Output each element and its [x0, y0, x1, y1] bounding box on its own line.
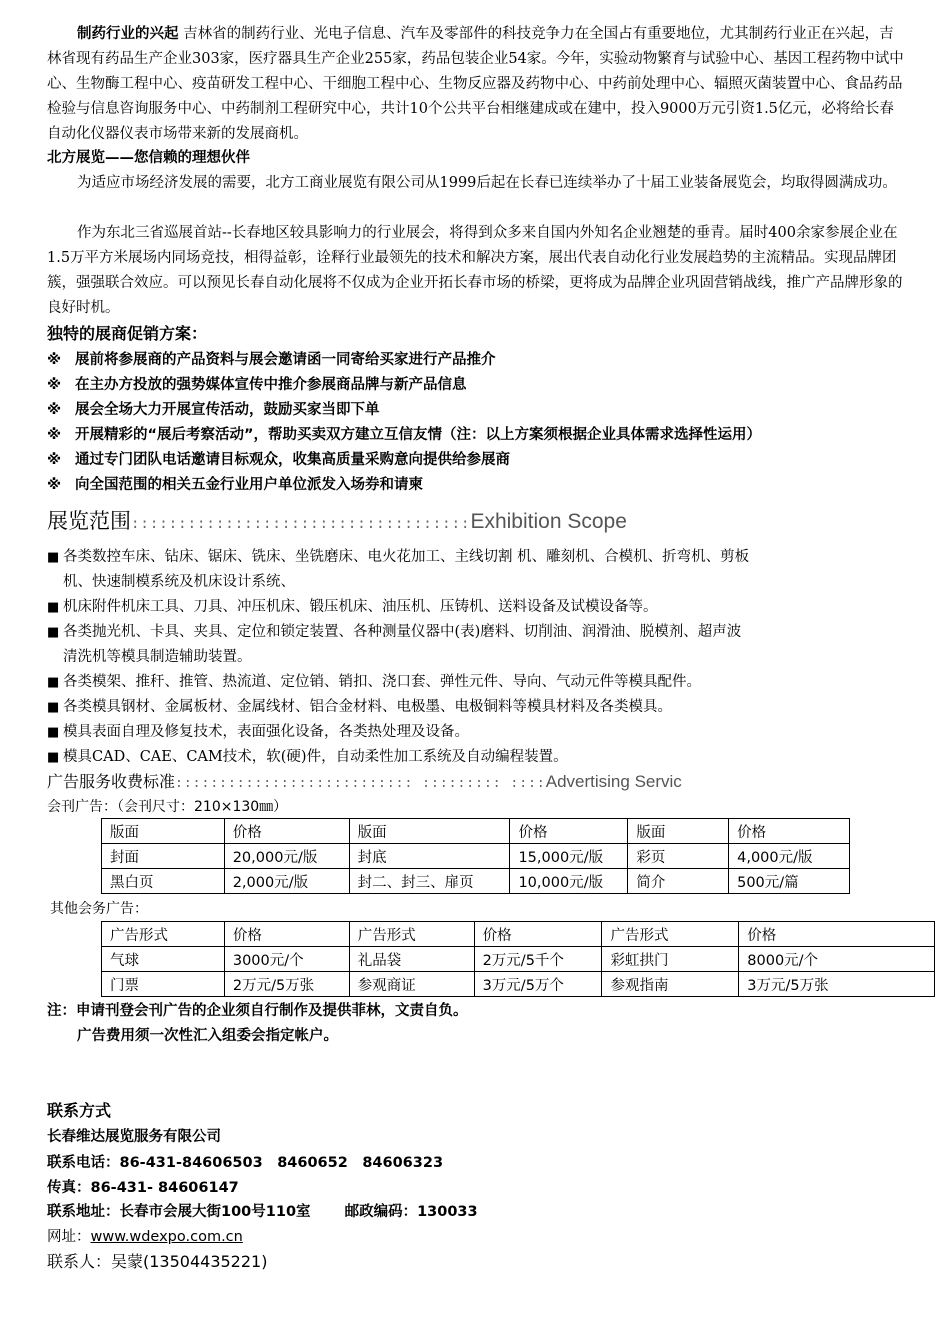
reference-mark-icon: ※: [47, 402, 62, 418]
table-row: [102, 972, 935, 997]
table-row: [102, 819, 850, 844]
square-bullet-icon: ■: [47, 750, 60, 765]
table-cell: 3万元/5万个: [474, 972, 602, 997]
table-cell: 价格: [474, 922, 602, 947]
journal-ad-table: [101, 818, 850, 894]
table-cell: 参观商证: [349, 972, 474, 997]
table-row: [102, 947, 935, 972]
north-title: 北方展览——您信赖的理想伙伴: [47, 150, 250, 166]
intro-paragraph: [47, 22, 907, 147]
scope-title-en: Exhibition Scope: [470, 510, 627, 533]
scope-item: ■ 各类数控车床、钻床、锯床、铣床、坐铣磨床、电火花加工、主线切割 机、雕刻机、合模机、折弯机、剪板 机、快速制模系统及机床设计系统、: [47, 545, 912, 595]
ads-title-en: Advertising Servic: [545, 772, 682, 791]
table-cell: 封面: [102, 844, 225, 869]
table-cell: 广告形式: [102, 922, 225, 947]
other-ad-label: 其他会务广告：: [50, 901, 148, 917]
scope-dots: ::::::::::::::::::::::::::::::::::::: [131, 516, 471, 532]
table-cell: 参观指南: [602, 972, 739, 997]
table-cell: 2万元/5万张: [224, 972, 349, 997]
table-row: [102, 844, 850, 869]
other-ad-table: [101, 921, 935, 997]
square-bullet-icon: ■: [47, 550, 60, 565]
intro-lead-title: 制药行业的兴起: [77, 26, 179, 42]
north-paragraph-1: 为适应市场经济发展的需要，北方工商业展览有限公司从1999后起在长春已连续举办了十届工业装备展览会，均取得圆满成功。: [77, 175, 897, 191]
journal-ad-label: 会刊广告：（会刊尺寸：210×130㎜）: [47, 799, 288, 815]
square-bullet-icon: ■: [47, 625, 60, 640]
table-cell: 价格: [224, 819, 349, 844]
table-cell: 2,000元/版: [224, 869, 349, 894]
scope-item: ■ 模具CAD、CAE、CAM技术，软(硬)件，自动柔性加工系统及自动编程装置。: [47, 745, 912, 770]
contact-fax: 传真：86-431- 84606147: [47, 1180, 239, 1196]
promo-title: 独特的展商促销方案：: [47, 324, 208, 343]
table-cell: 10,000元/版: [510, 869, 628, 894]
scope-title-row: [47, 505, 627, 535]
scope-item: ■ 模具表面自理及修复技术，表面强化设备，各类热处理及设备。: [47, 720, 912, 745]
contact-website-label: 网址：: [47, 1229, 91, 1245]
promo-item: ※ 通过专门团队电话邀请目标观众，收集高质量采购意向提供给参展商: [47, 452, 510, 468]
table-row: [102, 922, 935, 947]
table-row: [102, 869, 850, 894]
square-bullet-icon: ■: [47, 675, 60, 690]
table-cell: 版面: [349, 819, 510, 844]
table-cell: 版面: [628, 819, 729, 844]
reference-mark-icon: ※: [47, 377, 62, 393]
table-cell: 4,000元/版: [729, 844, 850, 869]
scope-item: ■ 各类模架、推秆、推管、热流道、定位销、销扣、浇口套、弹性元件、导向、气动元件等模具配件。: [47, 670, 912, 695]
reference-mark-icon: ※: [47, 427, 62, 443]
table-cell: 简介: [628, 869, 729, 894]
promo-item: ※ 开展精彩的“展后考察活动”，帮助买卖双方建立互信友情（注：以上方案须根据企业具体需求选择性运用）: [47, 427, 762, 443]
scope-item: ■ 各类抛光机、卡具、夹具、定位和锁定装置、各种测量仪器中(表)磨料、切削油、润滑油、脱模剂、超声波 清洗机等模具制造辅助装置。: [47, 620, 912, 670]
table-cell: 3000元/个: [224, 947, 349, 972]
contact-title: 联系方式: [47, 1101, 112, 1120]
promo-item: ※ 展会全场大力开展宣传活动，鼓励买家当即下单: [47, 402, 380, 418]
square-bullet-icon: ■: [47, 700, 60, 715]
ads-title-row: [47, 769, 682, 792]
promo-item: ※ 展前将参展商的产品资料与展会邀请函一同寄给买家进行产品推介: [47, 352, 496, 368]
table-cell: 礼品袋: [349, 947, 474, 972]
ads-dots: ::::::::::::::::::::::::::: ::::::::: ::::: [175, 776, 546, 791]
reference-mark-icon: ※: [47, 352, 62, 368]
table-cell: 价格: [729, 819, 850, 844]
table-cell: 门票: [102, 972, 225, 997]
table-cell: 广告形式: [602, 922, 739, 947]
contact-phone: 联系电话：86-431-84606503 8460652 84606323: [47, 1155, 444, 1171]
table-cell: 3万元/5万张: [739, 972, 935, 997]
scope-title: 展览范围: [47, 509, 131, 533]
table-cell: 彩虹拱门: [602, 947, 739, 972]
table-cell: 8000元/个: [739, 947, 935, 972]
table-cell: 气球: [102, 947, 225, 972]
ads-note-1: 注：申请刊登会刊广告的企业须自行制作及提供菲林，文责自负。: [47, 1003, 468, 1019]
table-cell: 2万元/5千个: [474, 947, 602, 972]
promo-item: ※ 在主办方投放的强势媒体宣传中推介参展商品牌与新产品信息: [47, 377, 467, 393]
ads-note-2: 广告费用须一次性汇入组委会指定帐户。: [77, 1028, 338, 1044]
intro-lead-text: 吉林省的制药行业、光电子信息、汽车及零部件的科技竞争力在全国占有重要地位，尤其制药行业正在兴起，吉林省现有药品生产企业303家，医疗器具生产企业255家，药品包装企业54家。今年，实验动物繁育与试验中心、基因工程药物中试中心、生物酶工程中心、疫苗研发工程中心、干细胞工程中心、生物反应器及药物中心、中药前处理中心、辐照灭菌装置中心、食品药品检验与信息咨询服务中心、中药制剂工程研究中心，共计10个公共平台相继建成或在建中，投入9000万元引资1.5亿元，必将给长春自动化仪器仪表市场带来新的发展商机。: [47, 26, 904, 142]
scope-item: ■ 机床附件机床工具、刀具、冲压机床、锻压机床、油压机、压铸机、送料设备及试模设备等。: [47, 595, 912, 620]
contact-address: 联系地址：长春市会展大街100号110室 邮政编码：130033: [47, 1204, 478, 1220]
website-link[interactable]: www.wdexpo.com.cn: [90, 1229, 243, 1245]
table-cell: 500元/篇: [729, 869, 850, 894]
table-cell: 价格: [510, 819, 628, 844]
table-cell: 黑白页: [102, 869, 225, 894]
contact-website-row: [47, 1225, 243, 1246]
table-cell: 版面: [102, 819, 225, 844]
scope-item: ■ 各类模具钢材、金属板材、金属线材、铝合金材料、电极墨、电极铜料等模具材料及各类模具。: [47, 695, 912, 720]
table-cell: 广告形式: [349, 922, 474, 947]
table-cell: 封二、封三、扉页: [349, 869, 510, 894]
contact-person: 联系人：吴蒙(13504435221): [47, 1252, 268, 1271]
square-bullet-icon: ■: [47, 600, 60, 615]
table-cell: 20,000元/版: [224, 844, 349, 869]
contact-company: 长春维达展览服务有限公司: [47, 1129, 221, 1145]
reference-mark-icon: ※: [47, 452, 62, 468]
table-cell: 彩页: [628, 844, 729, 869]
north-paragraph-2: 作为东北三省巡展首站--长春地区较具影响力的行业展会，将得到众多来自国内外知名企业翘楚的垂青。届时400余家参展企业在1.5万平方米展场内同场竞技，相得益彰，诠释行业最领先的技术和解决方案，展出代表自动化行业发展趋势的主流精品。实现品牌团簇，强强联合效应。可以预见长春自动化展将不仅成为企业开拓长春市场的桥梁，更将成为品牌企业巩固营销战线，推广产品牌形象的良好时机。: [47, 225, 903, 316]
promo-item: ※ 向全国范围的相关五金行业用户单位派发入场券和请柬: [47, 477, 423, 493]
table-cell: 15,000元/版: [510, 844, 628, 869]
square-bullet-icon: ■: [47, 725, 60, 740]
table-cell: 价格: [224, 922, 349, 947]
table-cell: 价格: [739, 922, 935, 947]
ads-title: 广告服务收费标准: [47, 772, 176, 791]
table-cell: 封底: [349, 844, 510, 869]
reference-mark-icon: ※: [47, 477, 62, 493]
